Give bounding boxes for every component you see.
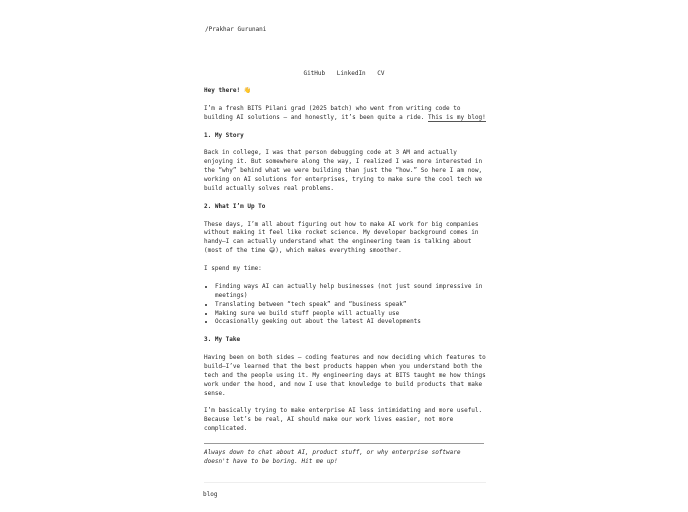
list-item: • Making sure we build stuff people will actually use: [215, 310, 488, 319]
signoff-text: Always down to chat about AI, product stuff, or why enterprise software doesn't have to be boring. Hit me up!: [204, 449, 461, 465]
nav-link-linkedin[interactable]: LinkedIn: [336, 70, 366, 77]
take-paragraph-2: I’m basically trying to make enterprise AI less intimidating and more useful. Because let’s be real, AI should make our work lives easier, not more complicated.: [204, 407, 483, 433]
greeting-text: Hey there!: [204, 87, 241, 94]
spend-time-list: [204, 283, 488, 328]
section-heading-story: 1. My Story: [204, 131, 244, 139]
divider: [204, 443, 484, 444]
up-to-text-start: These days, I’m all about figuring out how to make AI work for big companies without making it feel like rocket science. My developer background comes in handy—I can actually understand what the engineering team is talking about (most of the time: [204, 220, 479, 255]
up-to-text-end: ), which makes everything smoother.: [275, 247, 402, 255]
intro-text: I’m a fresh BITS Pilani grad (2025 batch) who went from writing code to building AI solutions — and honestly, it’s been quite a ride.: [204, 104, 461, 121]
list-item: • Finding ways AI can actually help businesses (not just sound impressive in meetings): [215, 283, 488, 301]
intro-blog-link[interactable]: This is my blog!: [427, 113, 486, 121]
story-paragraph: Back in college, I was that person debugging code at 3 AM and actually enjoying it. But somewhere along the way, I realized I was more interested in the “why” behind what we were building than just the “how.” So here I am now, working on AI solutions for enterprises, trying to make sure the cool tech we build actually solves real problems.: [204, 149, 483, 192]
main-content: [204, 87, 488, 476]
list-item: • Translating between “tech speak” and “business speak”: [215, 301, 488, 310]
section-heading-take: 3. My Take: [204, 336, 241, 344]
list-item: • Occasionally geeking out about the latest AI developments: [215, 318, 488, 327]
sweat-smile-icon: 😅: [269, 247, 276, 255]
take-paragraph-1: Having been on both sides — coding features and now deciding which features to build—I’ve learned that the best products happen when you understand both the tech and the people using it. My engineering days at BITS taught me how things work under the hood, and now I use that knowledge to build products that make sense.: [204, 354, 486, 397]
section-heading-up-to: 2. What I’m Up To: [204, 202, 266, 210]
intro-paragraph: [204, 105, 488, 123]
spend-time-intro: I spend my time:: [204, 265, 262, 273]
footer-blog-link[interactable]: blog: [203, 491, 218, 498]
greeting: [204, 87, 488, 96]
top-nav: [0, 70, 688, 79]
footer-divider: [204, 482, 486, 483]
site-title[interactable]: /Prakhar Gurunani: [205, 26, 267, 33]
up-to-paragraph: [204, 221, 488, 257]
nav-link-github[interactable]: GitHub: [303, 70, 326, 77]
nav-link-cv[interactable]: CV: [377, 70, 385, 77]
waving-hand-icon: 👋: [243, 87, 252, 94]
